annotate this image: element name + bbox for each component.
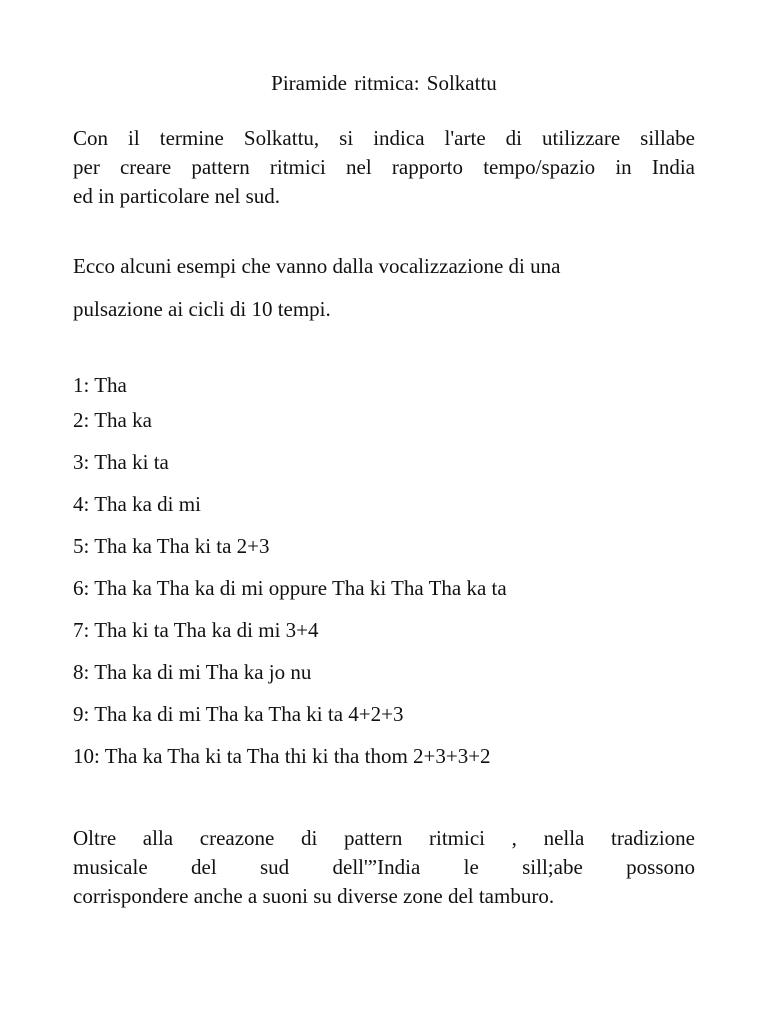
list-item: 1: Tha (73, 373, 127, 397)
list-item: 3: Tha ki ta (73, 450, 169, 474)
list-item: 2: Tha ka (73, 408, 152, 432)
intro-line-1: Con il termine Solkattu, si indica l'arte di utilizzare sillabe (73, 126, 695, 150)
list-item: 4: Tha ka di mi (73, 492, 201, 516)
closing-line-3: corrispondere anche a suoni su diverse zone del tamburo. (73, 884, 555, 908)
examples-intro-line-2: pulsazione ai cicli di 10 tempi. (73, 297, 331, 321)
closing-paragraph (73, 824, 695, 911)
list-item: 6: Tha ka Tha ka di mi oppure Tha ki Tha Tha ka ta (73, 576, 507, 600)
intro-line-3: ed in particolare nel sud. (73, 184, 281, 208)
closing-line-1: Oltre alla creazone di pattern ritmici , nella tradizione (73, 826, 695, 850)
closing-line-2: musicale del sud dell'”India le sill;abe possono (73, 855, 695, 879)
examples-intro-line-1: Ecco alcuni esempi che vanno dalla vocalizzazione di una (73, 254, 561, 278)
list-item: 9: Tha ka di mi Tha ka Tha ki ta 4+2+3 (73, 702, 404, 726)
page-title: Piramide ritmica: Solkattu (271, 71, 497, 95)
intro-line-2: per creare pattern ritmici nel rapporto tempo/spazio in India (73, 155, 695, 179)
intro-paragraph (73, 124, 695, 211)
list-item: 7: Tha ki ta Tha ka di mi 3+4 (73, 618, 319, 642)
list-item: 8: Tha ka di mi Tha ka jo nu (73, 660, 312, 684)
list-item: 5: Tha ka Tha ki ta 2+3 (73, 534, 270, 558)
list-item: 10: Tha ka Tha ki ta Tha thi ki tha thom 2+3+3+2 (73, 744, 491, 768)
